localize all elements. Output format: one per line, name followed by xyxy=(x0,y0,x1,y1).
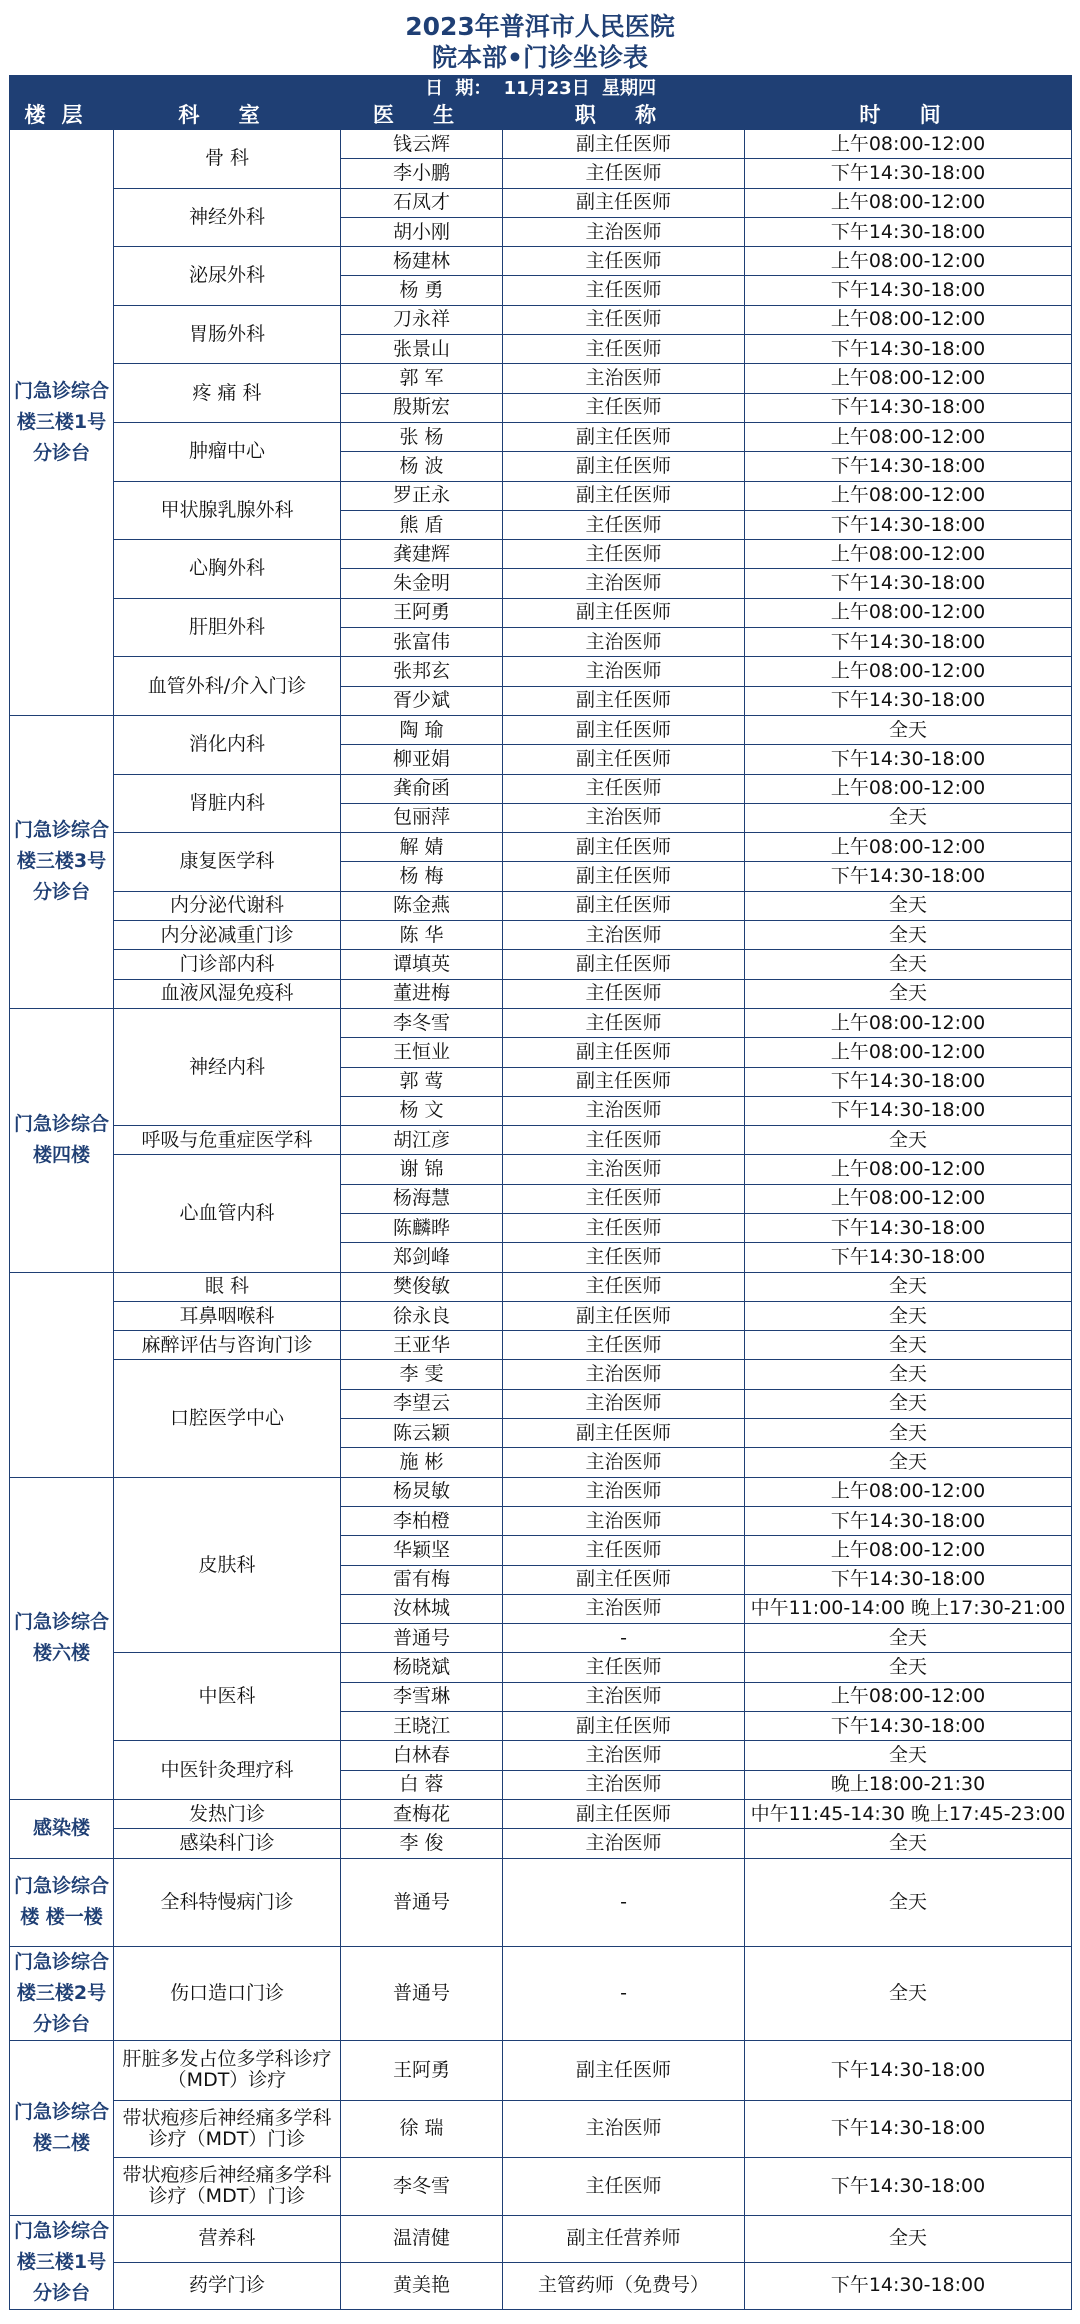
doctor-cell: 郭 军 xyxy=(341,364,503,393)
table-row xyxy=(10,2215,1072,2262)
department-cell: 内分泌减重门诊 xyxy=(114,921,341,950)
title-cell: 副主任医师 xyxy=(503,1712,745,1741)
time-cell: 上午08:00-12:00 xyxy=(745,247,1072,276)
time-cell: 下午14:30-18:00 xyxy=(745,335,1072,364)
doctor-cell: 徐永良 xyxy=(341,1301,503,1330)
time-cell: 全天 xyxy=(745,1741,1072,1770)
doctor-cell: 包丽萍 xyxy=(341,803,503,832)
table-row xyxy=(10,481,1072,510)
table-row xyxy=(10,1126,1072,1155)
department-cell: 康复医学科 xyxy=(114,833,341,892)
floor-cell: 门急诊综合楼三楼1号分诊台 xyxy=(10,130,114,716)
department-cell: 带状疱疹后神经痛多学科诊疗（MDT）门诊 xyxy=(114,2157,341,2215)
doctor-cell: 陈麟晔 xyxy=(341,1213,503,1242)
department-cell: 伤口造口门诊 xyxy=(114,1946,341,2040)
doctor-cell: 李柏橙 xyxy=(341,1506,503,1535)
time-cell: 下午14:30-18:00 xyxy=(745,686,1072,715)
doctor-cell: 张 杨 xyxy=(341,422,503,451)
department-cell: 血管外科/介入门诊 xyxy=(114,657,341,716)
doctor-cell: 王恒业 xyxy=(341,1038,503,1067)
title-cell: 主治医师 xyxy=(503,1096,745,1125)
time-cell: 全天 xyxy=(745,1448,1072,1477)
doctor-cell: 张景山 xyxy=(341,335,503,364)
table-row xyxy=(10,979,1072,1008)
time-cell: 全天 xyxy=(745,921,1072,950)
title-cell: 主任医师 xyxy=(503,1536,745,1565)
doctor-cell: 王阿勇 xyxy=(341,598,503,627)
time-cell: 下午14:30-18:00 xyxy=(745,393,1072,422)
table-row xyxy=(10,833,1072,862)
department-cell: 眼 科 xyxy=(114,1272,341,1301)
time-cell: 上午08:00-12:00 xyxy=(745,657,1072,686)
table-row xyxy=(10,2262,1072,2309)
doctor-cell: 张邦玄 xyxy=(341,657,503,686)
time-cell: 全天 xyxy=(745,1419,1072,1448)
doctor-cell: 黄美艳 xyxy=(341,2262,503,2309)
title-cell: 主任医师 xyxy=(503,1331,745,1360)
time-cell: 下午14:30-18:00 xyxy=(745,1712,1072,1741)
time-cell: 下午14:30-18:00 xyxy=(745,1506,1072,1535)
department-cell: 口腔医学中心 xyxy=(114,1360,341,1477)
department-cell: 耳鼻咽喉科 xyxy=(114,1301,341,1330)
department-cell: 全科特慢病门诊 xyxy=(114,1858,341,1946)
title-cell: 主治医师 xyxy=(503,569,745,598)
doctor-cell: 王晓江 xyxy=(341,1712,503,1741)
time-cell: 全天 xyxy=(745,803,1072,832)
title-cell: 副主任医师 xyxy=(503,891,745,920)
title-cell: 副主任医师 xyxy=(503,833,745,862)
table-row xyxy=(10,422,1072,451)
table-row xyxy=(10,657,1072,686)
doctor-cell: 熊 盾 xyxy=(341,510,503,539)
table-row xyxy=(10,598,1072,627)
title-cell: 主治医师 xyxy=(503,1389,745,1418)
doctor-cell: 钱云辉 xyxy=(341,130,503,159)
title-cell: 主治医师 xyxy=(503,2100,745,2157)
time-cell: 上午08:00-12:00 xyxy=(745,598,1072,627)
time-cell: 全天 xyxy=(745,1360,1072,1389)
time-cell: 全天 xyxy=(745,1389,1072,1418)
title-cell: 主任医师 xyxy=(503,335,745,364)
department-cell: 肾脏内科 xyxy=(114,774,341,833)
department-cell: 肝脏多发占位多学科诊疗（MDT）诊疗 xyxy=(114,2040,341,2100)
title-cell: 副主任医师 xyxy=(503,1565,745,1594)
floor-cell: 感染楼 xyxy=(10,1799,114,1858)
title-cell: 副主任医师 xyxy=(503,1067,745,1096)
doctor-cell: 施 彬 xyxy=(341,1448,503,1477)
department-cell: 呼吸与危重症医学科 xyxy=(114,1126,341,1155)
title-cell: 主任医师 xyxy=(503,276,745,305)
floor-cell: 门急诊综合楼三楼1号分诊台 xyxy=(10,2215,114,2309)
department-cell: 营养科 xyxy=(114,2215,341,2262)
title-cell: 主任医师 xyxy=(503,979,745,1008)
department-cell: 神经外科 xyxy=(114,188,341,247)
table-row xyxy=(10,1331,1072,1360)
table-row xyxy=(10,247,1072,276)
title-cell: 主治医师 xyxy=(503,921,745,950)
table-row xyxy=(10,1858,1072,1946)
doctor-cell: 陈 华 xyxy=(341,921,503,950)
table-row xyxy=(10,305,1072,334)
title-cell: 主治医师 xyxy=(503,1448,745,1477)
title-cell: 主任医师 xyxy=(503,1272,745,1301)
time-cell: 下午14:30-18:00 xyxy=(745,2100,1072,2157)
time-cell: 全天 xyxy=(745,891,1072,920)
department-cell: 肝胆外科 xyxy=(114,598,341,657)
header-title: 职 称 xyxy=(503,101,745,130)
time-cell: 下午14:30-18:00 xyxy=(745,217,1072,246)
doctor-cell: 杨晓斌 xyxy=(341,1653,503,1682)
doctor-cell: 杨 梅 xyxy=(341,862,503,891)
doctor-cell: 陈金燕 xyxy=(341,891,503,920)
doctor-cell: 李 雯 xyxy=(341,1360,503,1389)
title-cell: 主任医师 xyxy=(503,774,745,803)
floor-cell: 门急诊综合楼 楼一楼 xyxy=(10,1858,114,1946)
title-cell: 主治医师 xyxy=(503,1682,745,1711)
time-cell: 晚上18:00-21:30 xyxy=(745,1770,1072,1799)
floor-cell xyxy=(10,1272,114,1477)
time-cell: 下午14:30-18:00 xyxy=(745,745,1072,774)
header-time: 时 间 xyxy=(745,101,1072,130)
time-cell: 全天 xyxy=(745,1624,1072,1653)
table-row xyxy=(10,2040,1072,2100)
time-cell: 下午14:30-18:00 xyxy=(745,452,1072,481)
table-row xyxy=(10,1301,1072,1330)
table-row xyxy=(10,774,1072,803)
time-cell: 全天 xyxy=(745,1858,1072,1946)
title-cell: 主治医师 xyxy=(503,1594,745,1623)
schedule-sheet xyxy=(9,9,1071,2310)
table-row xyxy=(10,188,1072,217)
table-row xyxy=(10,891,1072,920)
doctor-cell: 董进梅 xyxy=(341,979,503,1008)
doctor-cell: 谭填英 xyxy=(341,950,503,979)
time-cell: 上午08:00-12:00 xyxy=(745,774,1072,803)
time-cell: 下午14:30-18:00 xyxy=(745,1243,1072,1272)
table-row xyxy=(10,1829,1072,1858)
department-cell: 门诊部内科 xyxy=(114,950,341,979)
title-cell: 主治医师 xyxy=(503,1477,745,1506)
doctor-cell: 谢 锦 xyxy=(341,1155,503,1184)
title-cell: 副主任医师 xyxy=(503,452,745,481)
doctor-cell: 温清健 xyxy=(341,2215,503,2262)
doctor-cell: 普通号 xyxy=(341,1624,503,1653)
time-cell: 全天 xyxy=(745,1126,1072,1155)
title-cell: 主任医师 xyxy=(503,1213,745,1242)
title-cell: 主任医师 xyxy=(503,1184,745,1213)
department-cell: 疼 痛 科 xyxy=(114,364,341,423)
title-cell: 主治医师 xyxy=(503,657,745,686)
doctor-cell: 李冬雪 xyxy=(341,1008,503,1037)
doctor-cell: 胥少斌 xyxy=(341,686,503,715)
doctor-cell: 罗正永 xyxy=(341,481,503,510)
time-cell: 全天 xyxy=(745,1301,1072,1330)
title-cell: 主任医师 xyxy=(503,159,745,188)
header-department: 科 室 xyxy=(114,101,341,130)
doctor-cell: 胡小刚 xyxy=(341,217,503,246)
floor-cell: 门急诊综合楼六楼 xyxy=(10,1477,114,1799)
doctor-cell: 胡江彦 xyxy=(341,1126,503,1155)
doctor-cell: 白 蓉 xyxy=(341,1770,503,1799)
table-row xyxy=(10,364,1072,393)
title-cell: 主治医师 xyxy=(503,1829,745,1858)
title-cell: - xyxy=(503,1858,745,1946)
table-row xyxy=(10,1477,1072,1506)
doctor-cell: 陶 瑜 xyxy=(341,715,503,744)
title-cell: 主治医师 xyxy=(503,1360,745,1389)
table-row xyxy=(10,921,1072,950)
department-cell: 泌尿外科 xyxy=(114,247,341,306)
time-cell: 上午08:00-12:00 xyxy=(745,540,1072,569)
department-cell: 内分泌代谢科 xyxy=(114,891,341,920)
title-cell: 主治医师 xyxy=(503,364,745,393)
department-cell: 皮肤科 xyxy=(114,1477,341,1653)
doctor-cell: 杨 勇 xyxy=(341,276,503,305)
schedule-table xyxy=(9,75,1072,2310)
title-cell: 主任医师 xyxy=(503,1008,745,1037)
time-cell: 下午14:30-18:00 xyxy=(745,1213,1072,1242)
time-cell: 全天 xyxy=(745,715,1072,744)
time-cell: 上午08:00-12:00 xyxy=(745,833,1072,862)
doctor-cell: 张富伟 xyxy=(341,628,503,657)
title-cell: 主治医师 xyxy=(503,1770,745,1799)
table-row xyxy=(10,1653,1072,1682)
doctor-cell: 杨炅敏 xyxy=(341,1477,503,1506)
department-cell: 麻醉评估与咨询门诊 xyxy=(114,1331,341,1360)
time-cell: 全天 xyxy=(745,1331,1072,1360)
doctor-cell: 雷有梅 xyxy=(341,1565,503,1594)
table-row xyxy=(10,950,1072,979)
title-cell: 副主任医师 xyxy=(503,598,745,627)
title-cell: 主治医师 xyxy=(503,628,745,657)
title-cell: 副主任医师 xyxy=(503,686,745,715)
doctor-cell: 柳亚娟 xyxy=(341,745,503,774)
doctor-cell: 朱金明 xyxy=(341,569,503,598)
time-cell: 下午14:30-18:00 xyxy=(745,1565,1072,1594)
floor-cell: 门急诊综合楼二楼 xyxy=(10,2040,114,2215)
time-cell: 下午14:30-18:00 xyxy=(745,1067,1072,1096)
department-cell: 中医科 xyxy=(114,1653,341,1741)
doctor-cell: 陈云颖 xyxy=(341,1419,503,1448)
time-cell: 上午08:00-12:00 xyxy=(745,1184,1072,1213)
department-cell: 感染科门诊 xyxy=(114,1829,341,1858)
department-cell: 心胸外科 xyxy=(114,540,341,599)
title-cell: 副主任医师 xyxy=(503,1301,745,1330)
title-cell: 主任医师 xyxy=(503,393,745,422)
title-cell: 副主任医师 xyxy=(503,715,745,744)
department-cell: 消化内科 xyxy=(114,715,341,774)
table-row xyxy=(10,130,1072,159)
time-cell: 下午14:30-18:00 xyxy=(745,159,1072,188)
department-cell: 药学门诊 xyxy=(114,2262,341,2309)
table-row xyxy=(10,1799,1072,1828)
department-cell: 胃肠外科 xyxy=(114,305,341,364)
table-row xyxy=(10,540,1072,569)
department-cell: 骨 科 xyxy=(114,130,341,189)
title-cell: 副主任营养师 xyxy=(503,2215,745,2262)
doctor-cell: 樊俊敏 xyxy=(341,1272,503,1301)
time-cell: 上午08:00-12:00 xyxy=(745,130,1072,159)
header-floor: 楼层 xyxy=(10,101,114,130)
title-cell: 主任医师 xyxy=(503,1653,745,1682)
doctor-cell: 郭 莺 xyxy=(341,1067,503,1096)
title-cell: 副主任医师 xyxy=(503,862,745,891)
time-cell: 上午08:00-12:00 xyxy=(745,1536,1072,1565)
time-cell: 上午08:00-12:00 xyxy=(745,1155,1072,1184)
doctor-cell: 王亚华 xyxy=(341,1331,503,1360)
time-cell: 上午08:00-12:00 xyxy=(745,1038,1072,1067)
department-cell: 甲状腺乳腺外科 xyxy=(114,481,341,540)
time-cell: 下午14:30-18:00 xyxy=(745,510,1072,539)
doctor-cell: 普通号 xyxy=(341,1858,503,1946)
title-cell: 副主任医师 xyxy=(503,745,745,774)
department-cell: 神经内科 xyxy=(114,1008,341,1125)
department-cell: 肿瘤中心 xyxy=(114,422,341,481)
title-cell: 副主任医师 xyxy=(503,1799,745,1828)
department-cell: 带状疱疹后神经痛多学科诊疗（MDT）门诊 xyxy=(114,2100,341,2157)
doctor-cell: 殷斯宏 xyxy=(341,393,503,422)
title-cell: 主任医师 xyxy=(503,2157,745,2215)
title-cell: 主任医师 xyxy=(503,540,745,569)
doctor-cell: 杨 文 xyxy=(341,1096,503,1125)
table-row xyxy=(10,1155,1072,1184)
time-cell: 上午08:00-12:00 xyxy=(745,481,1072,510)
time-cell: 上午08:00-12:00 xyxy=(745,1477,1072,1506)
department-cell: 中医针灸理疗科 xyxy=(114,1741,341,1800)
doctor-cell: 李冬雪 xyxy=(341,2157,503,2215)
time-cell: 下午14:30-18:00 xyxy=(745,2040,1072,2100)
time-cell: 全天 xyxy=(745,1946,1072,2040)
table-row xyxy=(10,1272,1072,1301)
doctor-cell: 刀永祥 xyxy=(341,305,503,334)
doctor-cell: 普通号 xyxy=(341,1946,503,2040)
doctor-cell: 李雪琳 xyxy=(341,1682,503,1711)
title-cell: - xyxy=(503,1624,745,1653)
doctor-cell: 王阿勇 xyxy=(341,2040,503,2100)
title-cell: 主治医师 xyxy=(503,1155,745,1184)
time-cell: 上午08:00-12:00 xyxy=(745,1682,1072,1711)
doctor-cell: 龚建辉 xyxy=(341,540,503,569)
time-cell: 上午08:00-12:00 xyxy=(745,1008,1072,1037)
doctor-cell: 杨 波 xyxy=(341,452,503,481)
time-cell: 上午08:00-12:00 xyxy=(745,188,1072,217)
time-cell: 下午14:30-18:00 xyxy=(745,2262,1072,2309)
title-cell: 副主任医师 xyxy=(503,1419,745,1448)
title-cell: 副主任医师 xyxy=(503,481,745,510)
title-cell: 主治医师 xyxy=(503,1741,745,1770)
title-cell: 主管药师（免费号） xyxy=(503,2262,745,2309)
title-cell: 主治医师 xyxy=(503,803,745,832)
time-cell: 全天 xyxy=(745,1829,1072,1858)
table-row xyxy=(10,2157,1072,2215)
doctor-cell: 石凤才 xyxy=(341,188,503,217)
doctor-cell: 白林春 xyxy=(341,1741,503,1770)
table-row xyxy=(10,1946,1072,2040)
header-row xyxy=(10,101,1072,130)
time-cell: 全天 xyxy=(745,1272,1072,1301)
doctor-cell: 杨建林 xyxy=(341,247,503,276)
doctor-cell: 查梅花 xyxy=(341,1799,503,1828)
time-cell: 全天 xyxy=(745,2215,1072,2262)
doctor-cell: 杨海慧 xyxy=(341,1184,503,1213)
time-cell: 下午14:30-18:00 xyxy=(745,2157,1072,2215)
title-cell: 主治医师 xyxy=(503,1506,745,1535)
department-cell: 血液风湿免疫科 xyxy=(114,979,341,1008)
department-cell: 发热门诊 xyxy=(114,1799,341,1828)
title-cell: 主任医师 xyxy=(503,305,745,334)
title-cell: 副主任医师 xyxy=(503,2040,745,2100)
time-cell: 全天 xyxy=(745,950,1072,979)
title-cell: 副主任医师 xyxy=(503,422,745,451)
doctor-cell: 郑剑峰 xyxy=(341,1243,503,1272)
title-cell: 主治医师 xyxy=(503,217,745,246)
doctor-cell: 李 俊 xyxy=(341,1829,503,1858)
date-text: 日 期： 11月23日 星期四 xyxy=(10,76,1072,101)
table-row xyxy=(10,1360,1072,1389)
time-cell: 全天 xyxy=(745,1653,1072,1682)
floor-cell: 门急诊综合楼三楼3号分诊台 xyxy=(10,715,114,1008)
doctor-cell: 李望云 xyxy=(341,1389,503,1418)
title-cell: 副主任医师 xyxy=(503,1038,745,1067)
title-cell: 主任医师 xyxy=(503,247,745,276)
doctor-cell: 华颖坚 xyxy=(341,1536,503,1565)
doctor-cell: 徐 瑞 xyxy=(341,2100,503,2157)
date-row xyxy=(10,76,1072,101)
time-cell: 下午14:30-18:00 xyxy=(745,276,1072,305)
table-row xyxy=(10,2100,1072,2157)
floor-cell: 门急诊综合楼四楼 xyxy=(10,1008,114,1272)
title-cell: 副主任医师 xyxy=(503,130,745,159)
time-cell: 下午14:30-18:00 xyxy=(745,862,1072,891)
header-doctor: 医 生 xyxy=(341,101,503,130)
title-cell: 主任医师 xyxy=(503,510,745,539)
doctor-cell: 李小鹏 xyxy=(341,159,503,188)
title-cell: 副主任医师 xyxy=(503,188,745,217)
title-cell: 主任医师 xyxy=(503,1126,745,1155)
doctor-cell: 解 婧 xyxy=(341,833,503,862)
title-cell: - xyxy=(503,1946,745,2040)
title-subtitle: 院本部•门诊坐诊表 xyxy=(432,43,648,72)
time-cell: 下午14:30-18:00 xyxy=(745,569,1072,598)
time-cell: 全天 xyxy=(745,979,1072,1008)
time-cell: 上午08:00-12:00 xyxy=(745,422,1072,451)
schedule-body xyxy=(10,130,1072,2310)
time-cell: 上午08:00-12:00 xyxy=(745,305,1072,334)
department-cell: 心血管内科 xyxy=(114,1155,341,1272)
table-row xyxy=(10,715,1072,744)
title-cell: 主任医师 xyxy=(503,1243,745,1272)
time-cell: 下午14:30-18:00 xyxy=(745,1096,1072,1125)
time-cell: 中午11:45-14:30 晚上17:45-23:00 xyxy=(745,1799,1072,1828)
doctor-cell: 汝林城 xyxy=(341,1594,503,1623)
time-cell: 上午08:00-12:00 xyxy=(745,364,1072,393)
title-cell: 副主任医师 xyxy=(503,950,745,979)
doctor-cell: 龚俞函 xyxy=(341,774,503,803)
time-cell: 中午11:00-14:00 晚上17:30-21:00 xyxy=(745,1594,1072,1623)
schedule-title xyxy=(9,9,1071,75)
floor-cell: 门急诊综合楼三楼2号分诊台 xyxy=(10,1946,114,2040)
time-cell: 下午14:30-18:00 xyxy=(745,628,1072,657)
table-row xyxy=(10,1008,1072,1037)
table-row xyxy=(10,1741,1072,1770)
title-hospital: 2023年普洱市人民医院 xyxy=(405,12,675,41)
